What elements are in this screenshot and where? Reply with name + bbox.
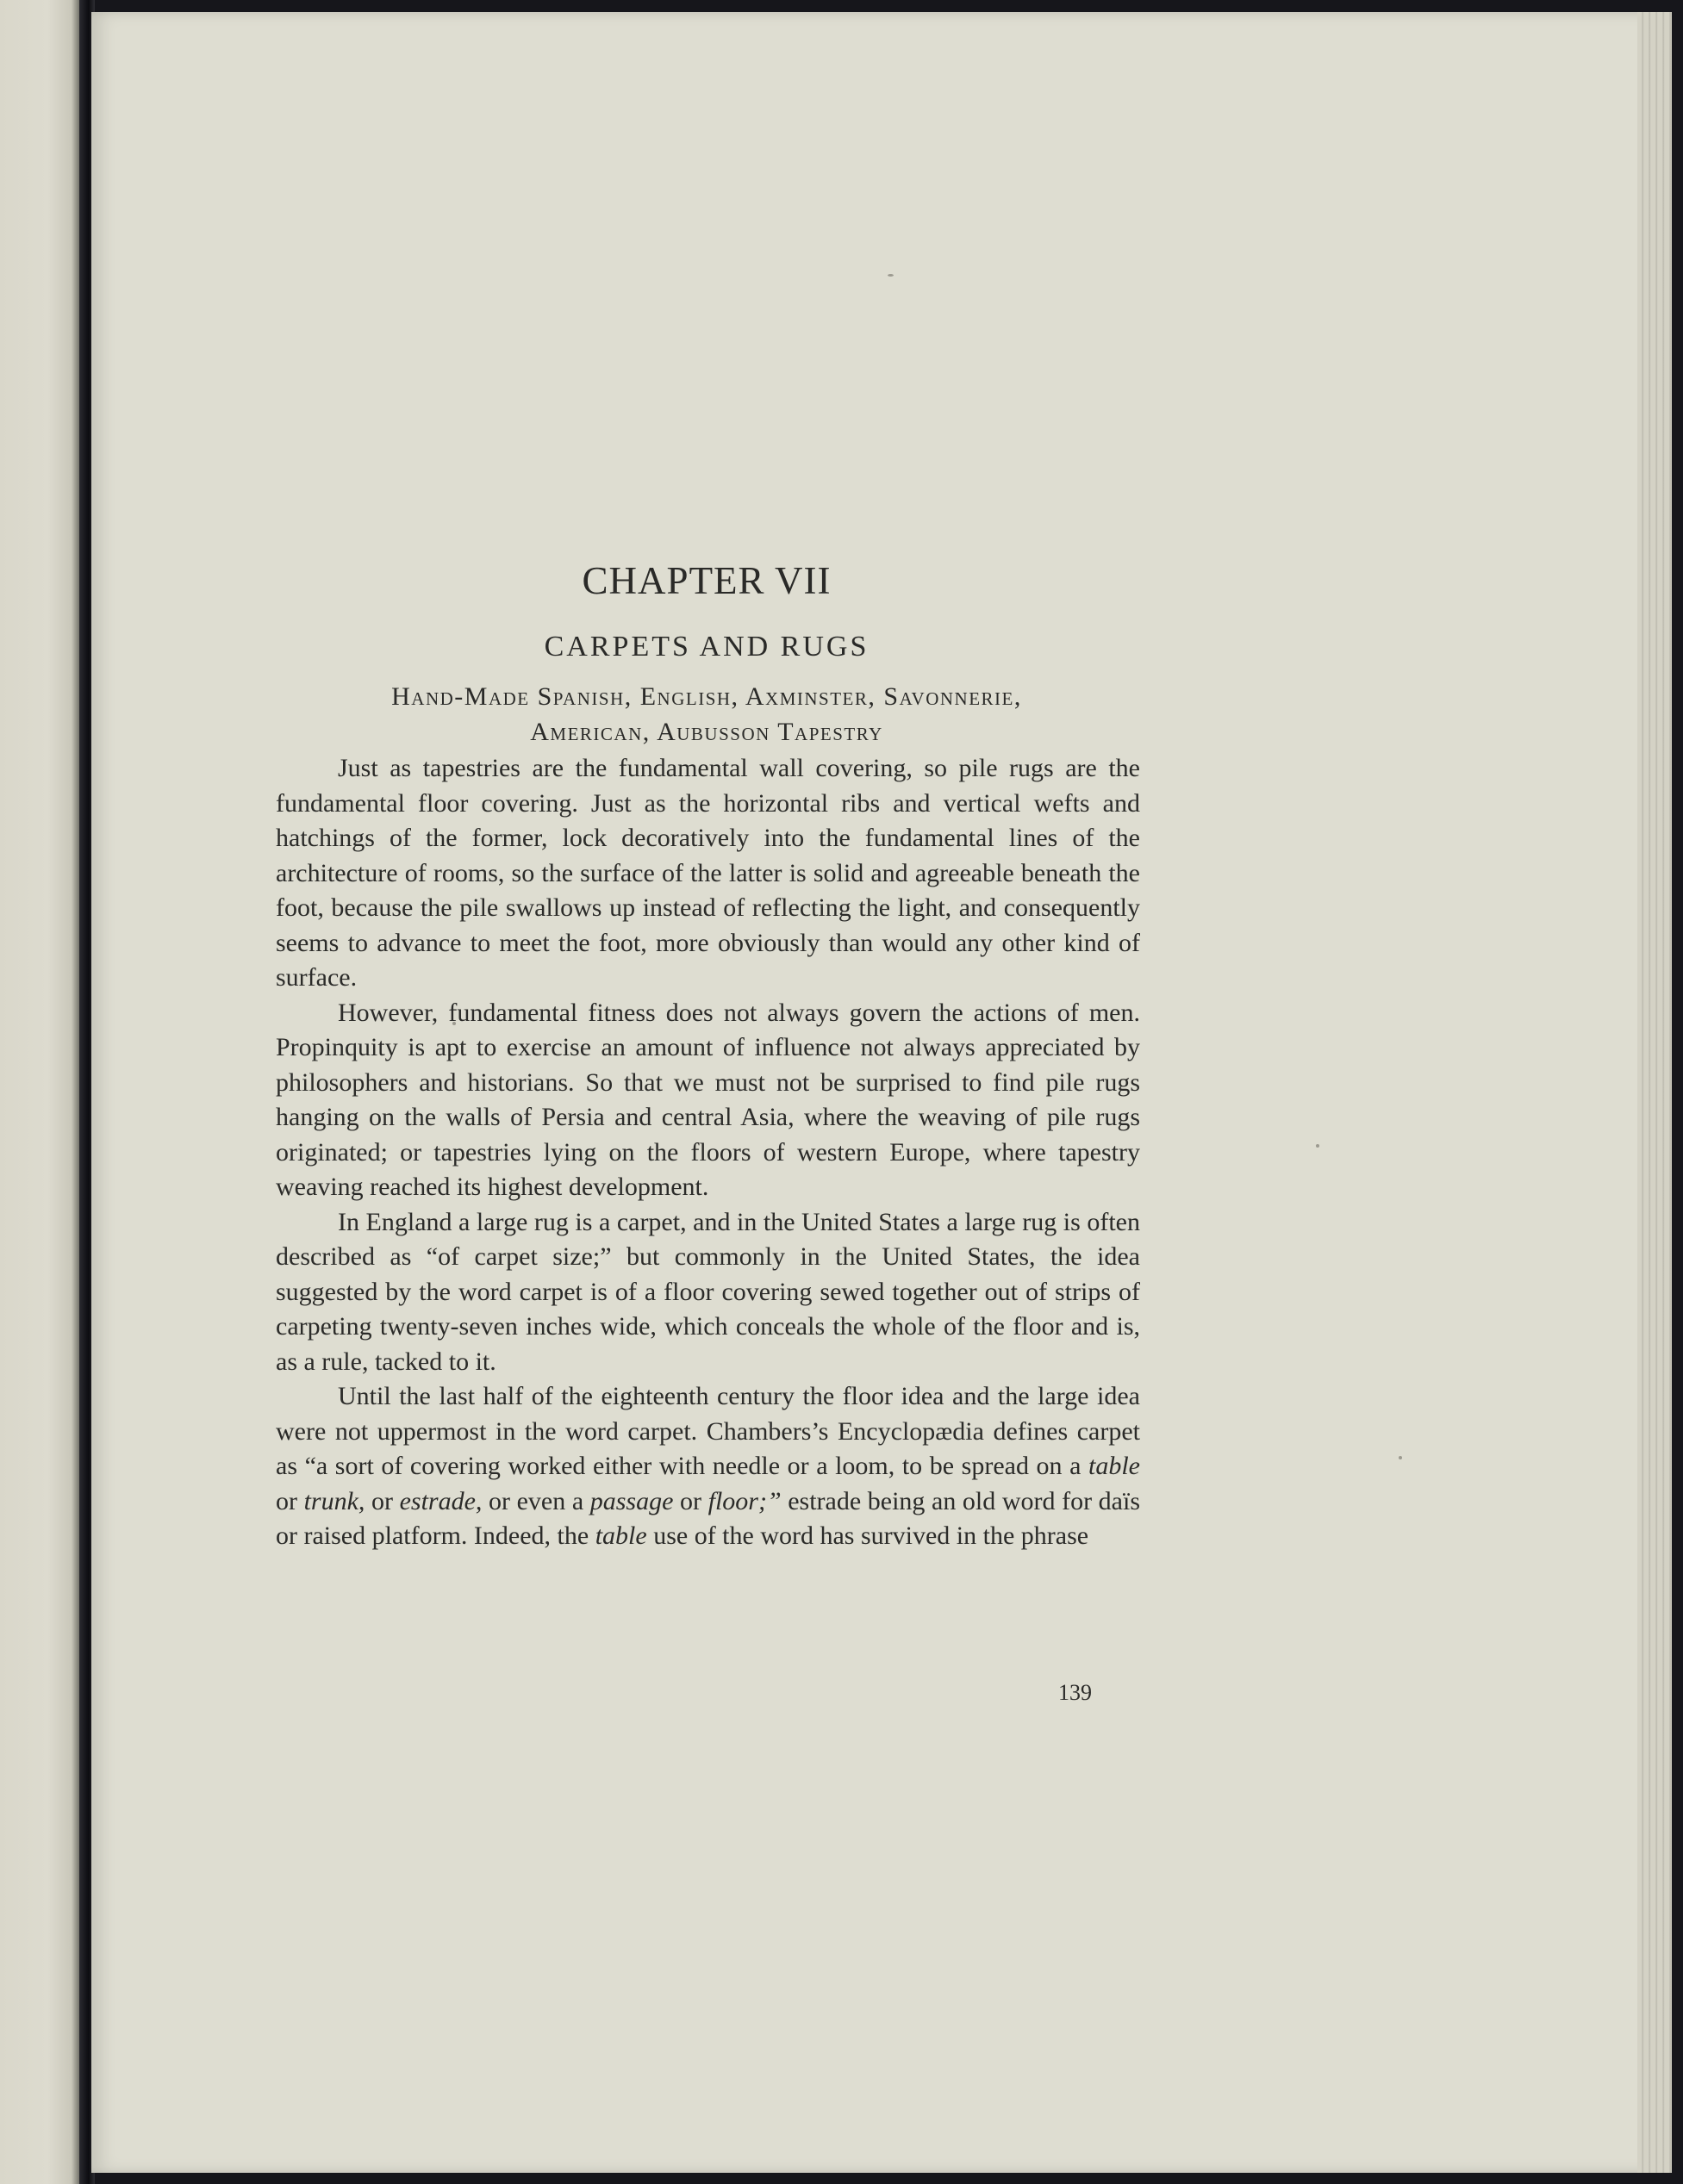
italic-term: estrade, xyxy=(399,1486,483,1515)
paragraph-text: or xyxy=(365,1486,400,1515)
paragraph-text: Until the last half of the eighteenth century the floor idea and the large idea were not uppermost in the word carpet. Chambers’s Encyclopædia defines carpet as “a sort of covering worked either with needle or a loom, to be spread on a xyxy=(276,1382,1140,1480)
left-page-edge xyxy=(0,0,79,2184)
italic-term: floor;” xyxy=(707,1486,782,1515)
italic-term: passage xyxy=(589,1486,674,1515)
chapter-topics-line: Hand-Made Spanish, English, Axminster, Savonnerie, xyxy=(391,682,1022,711)
chapter-topics-line: American, Aubusson Tapestry xyxy=(530,718,883,746)
paragraph: Just as tapestries are the fundamental wall covering, so pile rugs are the fundamental floor covering. Just as the horizontal ribs and vertical wefts and hatchings of the former, lock decoratively into the fundamental lines of the architecture of rooms, so the surface of the latter is solid and agreeable beneath the foot, because the pile swallows up instead of reflecting the light, and consequently seems to advance to meet the foot, more obviously than would any other kind of surface. xyxy=(276,754,1140,992)
paragraph: However, fundamental fitness does not always govern the actions of men. Propinquity is apt to exercise an amount of influence not always appreciated by philosophers and historians. So that we must not be surprised to find pile rugs hanging on the walls of Persia and central Asia, where the weaving of pile rugs originated; or tapestries lying on the floors of western Europe, where tapestry weaving reached its highest development. xyxy=(276,998,1140,1201)
italic-term: trunk, xyxy=(303,1486,365,1515)
paragraph-text: or xyxy=(673,1486,708,1515)
paragraph xyxy=(276,1379,1140,1554)
paragraph-text: or even a xyxy=(482,1486,590,1515)
chapter-subtitle: CARPETS AND RUGS xyxy=(544,631,870,663)
italic-term: table xyxy=(1088,1452,1140,1480)
paragraph-text: or xyxy=(276,1486,304,1515)
paragraph-text: estrade being an old word for daïs or raised platform. Indeed, the xyxy=(276,1486,1140,1550)
italic-term: table xyxy=(595,1521,647,1550)
paragraph-text: use of the word has survived in the phrase xyxy=(646,1521,1089,1550)
chapter-title: CHAPTER VII xyxy=(582,559,832,602)
body-text xyxy=(276,751,1140,1554)
page-edge-stack xyxy=(1637,12,1672,2173)
paper-speck xyxy=(1316,1144,1319,1148)
paragraph: In England a large rug is a carpet, and in the United States a large rug is often described as “of carpet size;” but commonly in the United States, the idea suggested by the word carpet is of a floor covering sewed together out of strips of carpeting twenty-seven inches wide, which conceals the whole of the floor and is, as a rule, tacked to it. xyxy=(276,1207,1140,1376)
chapter-topics xyxy=(276,679,1138,750)
paper-speck xyxy=(1399,1456,1402,1459)
page-number: 139 xyxy=(1058,1680,1092,1705)
paper-speck xyxy=(888,274,894,277)
